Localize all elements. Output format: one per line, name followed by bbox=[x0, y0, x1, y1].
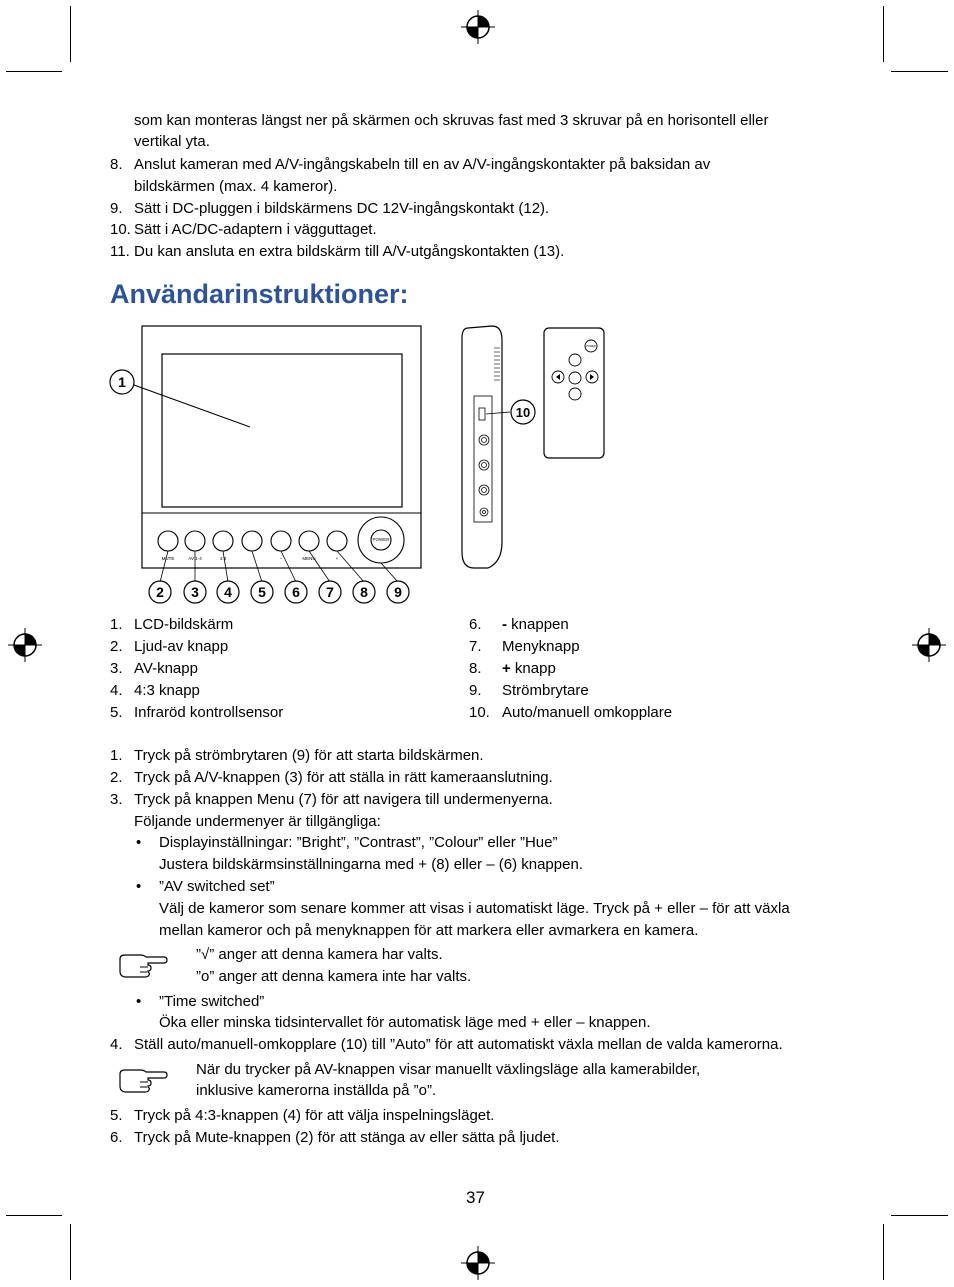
note-text: ”√” anger att denna kamera har valts. bbox=[196, 946, 443, 963]
crop-mark bbox=[70, 1224, 71, 1280]
bullet: • bbox=[136, 878, 142, 895]
callout-4: 4 bbox=[224, 584, 232, 600]
crop-mark bbox=[70, 6, 71, 62]
callout-7: 7 bbox=[326, 584, 334, 600]
bullet-text: ”AV switched set” bbox=[159, 878, 275, 895]
note-text: inklusive kamerorna inställda på ”ο”. bbox=[196, 1082, 437, 1099]
registration-mark-icon bbox=[912, 628, 946, 662]
callout-9: 9 bbox=[394, 584, 402, 600]
part-label: LCD-bildskärm bbox=[134, 616, 234, 633]
part-label: Auto/manuell omkopplare bbox=[502, 704, 673, 721]
crop-mark bbox=[6, 1215, 62, 1216]
button-label-43: 4:3 bbox=[219, 556, 227, 561]
bullet-text: Öka eller minska tidsintervallet för automatisk läge med + eller – knappen. bbox=[159, 1014, 651, 1031]
crop-mark bbox=[883, 6, 884, 62]
step-text: Tryck på 4:3-knappen (4) för att välja inspelningsläget. bbox=[134, 1107, 495, 1124]
bullet-text: Justera bildskärmsinställningarna med + (8) eller – (6) knappen. bbox=[159, 856, 583, 873]
part-number: 10. bbox=[469, 704, 490, 721]
page-number: 37 bbox=[466, 1188, 485, 1207]
registration-mark-icon bbox=[461, 1246, 495, 1280]
part-number: 8. bbox=[469, 660, 482, 677]
pointing-hand-icon bbox=[118, 1066, 168, 1094]
crop-mark bbox=[6, 71, 62, 72]
part-text: knappen bbox=[507, 616, 569, 633]
part-number: 3. bbox=[110, 660, 123, 677]
step-number: 1. bbox=[110, 747, 123, 764]
part-number: 2. bbox=[110, 638, 123, 655]
bullet-text: mellan kameror och på menyknappen för att markera eller avmarkera en kamera. bbox=[159, 922, 699, 939]
step-number: 11. bbox=[110, 243, 130, 260]
step-number: 10. bbox=[110, 221, 131, 238]
step-text: Sätt i DC-pluggen i bildskärmens DC 12V-ingångskontakt (12). bbox=[134, 200, 550, 217]
part-label: Strömbrytare bbox=[502, 682, 589, 699]
part-label: Ljud-av knapp bbox=[134, 638, 229, 655]
step-text: Tryck på Mute-knappen (2) för att stänga av eller sätta på ljudet. bbox=[134, 1129, 560, 1146]
step-number: 9. bbox=[110, 200, 123, 217]
button-label-minus: − bbox=[279, 556, 283, 561]
pointing-hand-icon bbox=[118, 951, 168, 979]
step-text: Sätt i AC/DC-adaptern i vägguttaget. bbox=[134, 221, 377, 238]
step-text: Anslut kameran med A/V-ingångskabeln till en av A/V-ingångskontakter på baksidan av bbox=[134, 156, 711, 173]
step-text: Följande undermenyer är tillgängliga: bbox=[134, 813, 381, 830]
step-number: 3. bbox=[110, 791, 123, 808]
step-number: 2. bbox=[110, 769, 123, 786]
bullet-text: Displayinställningar: ”Bright”, ”Contrast”, ”Colour” eller ”Hue” bbox=[159, 834, 558, 851]
callout-1: 1 bbox=[118, 374, 126, 390]
part-label: 4:3 knapp bbox=[134, 682, 200, 699]
part-text: knapp bbox=[510, 660, 556, 677]
button-label-menu: MENU bbox=[302, 556, 316, 561]
remote-control-diagram bbox=[541, 326, 607, 462]
step-number: 6. bbox=[110, 1129, 123, 1146]
step-number: 8. bbox=[110, 156, 123, 173]
button-label-mute: MUTE bbox=[161, 556, 175, 561]
step-text: Tryck på strömbrytaren (9) för att starta bildskärmen. bbox=[134, 747, 484, 764]
callout-6: 6 bbox=[292, 584, 300, 600]
part-number: 1. bbox=[110, 616, 123, 633]
step-text: Ställ auto/manuell-omkopplare (10) till ”Auto” för att automatiskt växla mellan de valda kamerorna. bbox=[134, 1036, 783, 1053]
part-label: Menyknapp bbox=[502, 638, 580, 655]
part-label bbox=[502, 659, 556, 679]
bullet-text: Välj de kameror som senare kommer att visas i automatiskt läge. Tryck på + eller – för att växla bbox=[159, 900, 790, 917]
bullet: • bbox=[136, 993, 142, 1010]
part-number: 7. bbox=[469, 638, 482, 655]
intro-continuation: som kan monteras längst ner på skärmen och skruvas fast med 3 skruvar på en horisontell eller bbox=[134, 112, 769, 129]
button-label-av: AV 1-4 bbox=[188, 556, 202, 561]
crop-mark bbox=[891, 71, 948, 72]
part-label: Infraröd kontrollsensor bbox=[134, 704, 284, 721]
remote-power-label: POWER bbox=[586, 345, 596, 348]
monitor-side-diagram bbox=[458, 322, 538, 572]
section-heading: Användarinstruktioner: bbox=[110, 279, 409, 309]
callout-2: 2 bbox=[156, 584, 164, 600]
step-text: bildskärmen (max. 4 kameror). bbox=[134, 178, 338, 195]
part-symbol: + bbox=[502, 660, 511, 677]
callout-8: 8 bbox=[360, 584, 368, 600]
monitor-front-diagram bbox=[104, 320, 434, 610]
part-symbol: - bbox=[502, 616, 507, 633]
registration-mark-icon bbox=[8, 628, 42, 662]
bullet: • bbox=[136, 834, 142, 851]
bullet-text: ”Time switched” bbox=[159, 993, 265, 1010]
crop-mark bbox=[891, 1215, 948, 1216]
part-label bbox=[502, 615, 569, 635]
callout-3: 3 bbox=[191, 584, 199, 600]
part-number: 5. bbox=[110, 704, 123, 721]
button-label-plus: + bbox=[335, 556, 339, 561]
callout-5: 5 bbox=[258, 584, 266, 600]
crop-mark bbox=[883, 1224, 884, 1280]
intro-continuation: vertikal yta. bbox=[134, 133, 210, 150]
note-text: När du trycker på AV-knappen visar manuellt växlingsläge alla kamerabilder, bbox=[196, 1061, 701, 1078]
part-number: 9. bbox=[469, 682, 482, 699]
registration-mark-icon bbox=[461, 10, 495, 44]
part-number: 6. bbox=[469, 616, 482, 633]
step-text: Tryck på knappen Menu (7) för att navigera till undermenyerna. bbox=[134, 791, 553, 808]
step-number: 4. bbox=[110, 1036, 123, 1053]
step-text: Tryck på A/V-knappen (3) för att ställa in rätt kameraanslutning. bbox=[134, 769, 553, 786]
step-text: Du kan ansluta en extra bildskärm till A/V-utgångskontakten (13). bbox=[134, 243, 565, 260]
power-label: POWER bbox=[372, 537, 390, 542]
step-number: 5. bbox=[110, 1107, 123, 1124]
part-number: 4. bbox=[110, 682, 123, 699]
part-label: AV-knapp bbox=[134, 660, 198, 677]
callout-10: 10 bbox=[515, 405, 531, 420]
note-text: ”ο” anger att denna kamera inte har valts. bbox=[196, 968, 472, 985]
